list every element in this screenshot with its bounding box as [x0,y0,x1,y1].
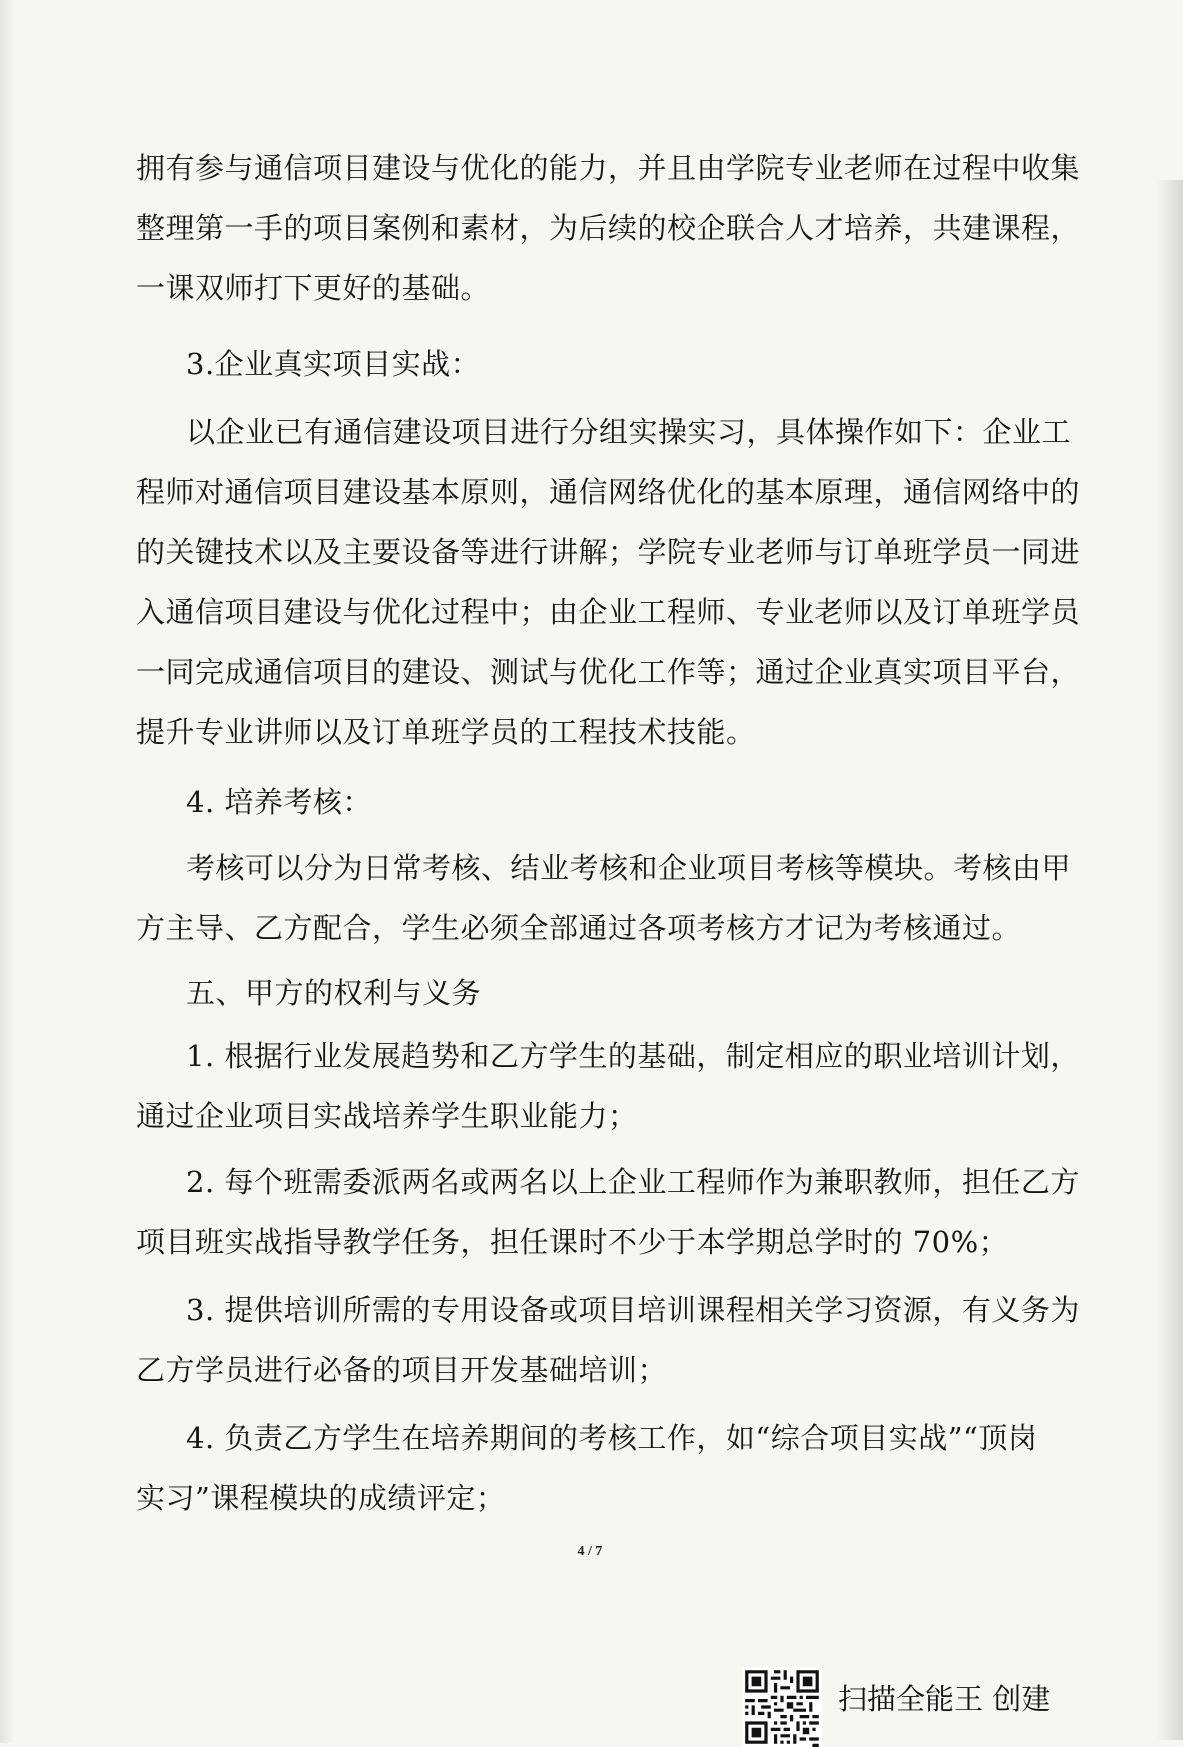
paragraph-2-line-4: 入通信项目建设与优化过程中；由企业工程师、专业老师以及订单班学员 [136,595,1081,629]
scan-app-watermark [742,1667,1072,1737]
item-4-line-1: 4. 负责乙方学生在培养期间的考核工作，如“综合项目实战”“顶岗 [186,1421,1038,1455]
paragraph-2-line-2: 程师对通信项目建设基本原则，通信网络优化的基本原理，通信网络中的 [136,475,1081,509]
item-4-line-2: 实习”课程模块的成绩评定； [136,1481,506,1515]
paragraph-1-line-2: 整理第一手的项目案例和素材，为后续的校企联合人才培养，共建课程， [136,211,1081,245]
item-1-line-1: 1. 根据行业发展趋势和乙方学生的基础，制定相应的职业培训计划， [186,1039,1080,1073]
item-2-line-2: 项目班实战指导教学任务，担任课时不少于本学期总学时的 70%； [136,1225,1009,1259]
paragraph-2-line-3: 的关键技术以及主要设备等进行讲解；学院专业老师与订单班学员一同进 [136,535,1081,569]
paragraph-2-line-1: 以企业已有通信建设项目进行分组实操实习，具体操作如下：企业工 [186,415,1072,449]
item-2-line-1: 2. 每个班需委派两名或两名以上企业工程师作为兼职教师，担任乙方 [186,1165,1080,1199]
item-3-line-1: 3. 提供培训所需的专用设备或项目培训课程相关学习资源，有义务为 [186,1293,1080,1327]
paragraph-1-line-3: 一课双师打下更好的基础。 [136,271,491,305]
qr-code-icon [742,1667,822,1747]
section-heading-5: 五、甲方的权利与义务 [186,976,482,1010]
item-1-line-2: 通过企业项目实战培养学生职业能力； [136,1099,638,1133]
scan-app-text: 扫描全能王 创建 [838,1682,1051,1716]
section-heading-4: 4. 培养考核： [186,785,372,819]
paragraph-2-line-6: 提升专业讲师以及订单班学员的工程技术技能。 [136,715,756,749]
paragraph-3-line-2: 方主导、乙方配合，学生必须全部通过各项考核方才记为考核通过。 [136,911,1022,945]
paragraph-3-line-1: 考核可以分为日常考核、结业考核和企业项目考核等模块。考核由甲 [186,851,1072,885]
paragraph-2-line-5: 一同完成通信项目的建设、测试与优化工作等；通过企业真实项目平台， [136,655,1081,689]
page-number: 4 / 7 [577,1544,603,1559]
section-heading-3: 3.企业真实项目实战： [186,347,481,381]
item-3-line-2: 乙方学员进行必备的项目开发基础培训； [136,1353,668,1387]
paragraph-1-line-1: 拥有参与通信项目建设与优化的能力，并且由学院专业老师在过程中收集 [136,151,1081,185]
